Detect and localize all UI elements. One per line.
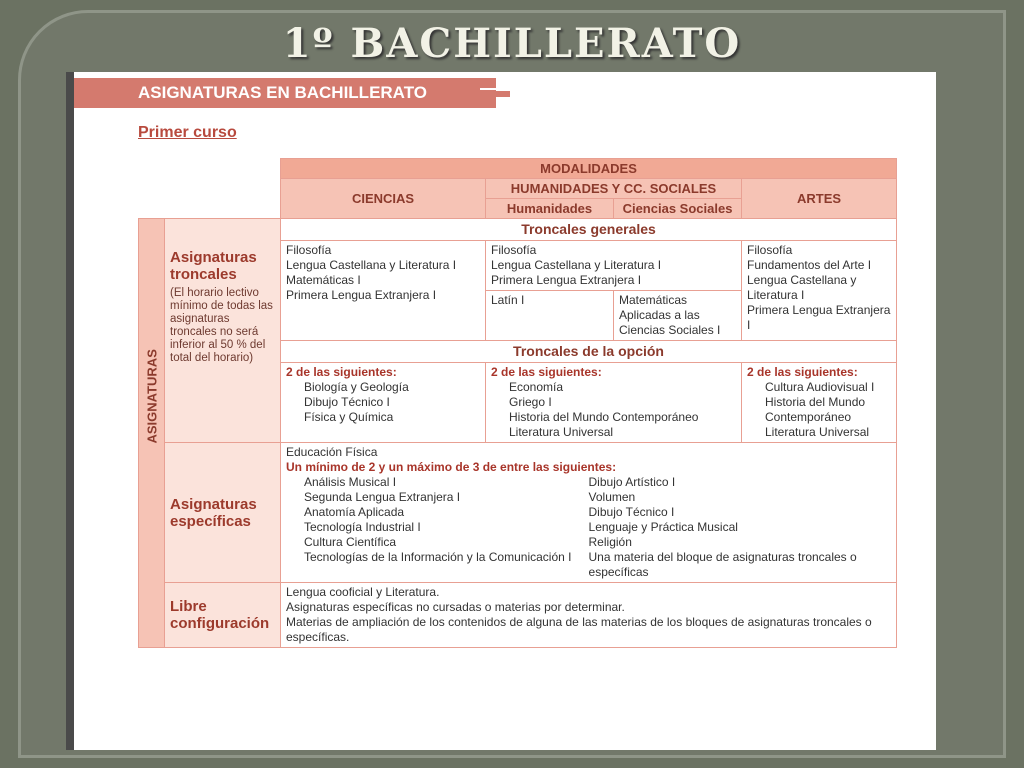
- ciencias-troncales-cell: Filosofía Lengua Castellana y Literatura I Matemáticas I Primera Lengua Extranjera I: [281, 241, 486, 341]
- troncales-category: Asignaturas troncales (El horario lectivo mínimo de todas las asignaturas troncales no será inferior al 50 % del total del horario): [165, 219, 281, 443]
- especificas-cell: Educación Física Un mínimo de 2 y un máximo de 3 de entre las siguientes: Análisis Musical I Segunda Lengua Extranjera I Anatomía Aplicada Tecnología Industrial I Cultura Científica Tecnologías de la Información y la Comunicación I Dibujo Artístico I Volumen Dibujo Técnico I Lenguaje y Práctica Musical Religión Una materia del bloque de asignaturas troncales o específicas: [281, 443, 897, 583]
- section-banner: ASIGNATURAS EN BACHILLERATO: [74, 78, 496, 108]
- document-page: [66, 72, 936, 750]
- humanidades-cc-header: HUMANIDADES Y CC. SOCIALES: [486, 179, 742, 199]
- opcion-artes-cell: 2 de las siguientes: Cultura Audiovisual I Historia del Mundo Contemporáneo Literatura Universal: [742, 363, 897, 443]
- especificas-category: Asignaturas específicas: [165, 443, 281, 583]
- troncales-opcion-label: Troncales de la opción: [281, 341, 897, 363]
- subjects-table: [138, 158, 897, 648]
- opcion-ciencias-cell: 2 de las siguientes: Biología y Geología Dibujo Técnico I Física y Química: [281, 363, 486, 443]
- modalidades-header: MODALIDADES: [281, 159, 897, 179]
- libre-category: Libre configuración: [165, 583, 281, 648]
- ciencias-header: CIENCIAS: [281, 179, 486, 219]
- course-heading: Primer curso: [138, 124, 237, 141]
- humanidades-header: Humanidades: [486, 199, 614, 219]
- banner-decoration: [480, 88, 504, 90]
- artes-header: ARTES: [742, 179, 897, 219]
- troncales-generales-label: Troncales generales: [281, 219, 897, 241]
- latin-cell: Latín I: [486, 291, 614, 341]
- slide-title: 1º BACHILLERATO: [282, 20, 742, 67]
- libre-cell: Lengua cooficial y Literatura. Asignaturas específicas no cursadas o materias por determinar. Materias de ampliación de los contenidos de alguna de las materias de los bloques de asignaturas troncales o específicas.: [281, 583, 897, 648]
- artes-troncales-cell: Filosofía Fundamentos del Arte I Lengua Castellana y Literatura I Primera Lengua Extranjera I: [742, 241, 897, 341]
- matematicas-aplicadas-cell: Matemáticas Aplicadas a las Ciencias Sociales I: [614, 291, 742, 341]
- asignaturas-vertical-label: ASIGNATURAS: [139, 219, 165, 648]
- document-edge: [66, 72, 74, 750]
- banner-tail: [496, 91, 510, 97]
- ciencias-sociales-header: Ciencias Sociales: [614, 199, 742, 219]
- humanidades-troncales-cell: Filosofía Lengua Castellana y Literatura I Primera Lengua Extranjera I: [486, 241, 742, 291]
- opcion-humanidades-cell: 2 de las siguientes: Economía Griego I Historia del Mundo Contemporáneo Literatura Universal: [486, 363, 742, 443]
